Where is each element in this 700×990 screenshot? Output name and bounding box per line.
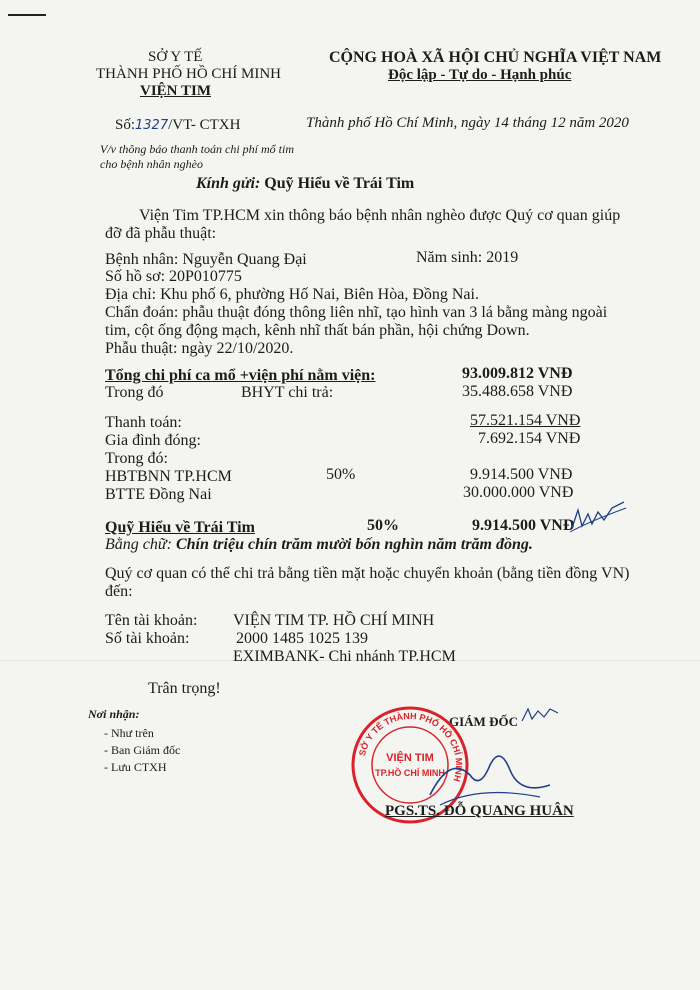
patient-diagnosis-2: tim, cột ống động mạch, kênh nhĩ thất bán phần, hội chứng Down. xyxy=(105,322,530,339)
patient-file-number: Số hồ sơ: 20P010775 xyxy=(105,268,242,285)
btte-label: BTTE Đồng Nai xyxy=(105,486,212,503)
initials-signature xyxy=(568,498,628,538)
recipient-item: - Lưu CTXH xyxy=(104,760,167,774)
words-value: Chín triệu chín trăm mười bốn nghìn năm trăm đồng. xyxy=(175,536,533,553)
bhyt-value: 35.488.658 VNĐ xyxy=(462,383,573,400)
stamp-center-line-2: TP.HỒ CHÍ MINH xyxy=(375,768,445,778)
header-motto: Độc lập - Tự do - Hạnh phúc xyxy=(388,67,572,83)
total-cost-value: 93.009.812 VNĐ xyxy=(462,365,573,382)
family-label: Gia đình đóng: xyxy=(105,432,201,449)
btte-value: 30.000.000 VNĐ xyxy=(463,484,574,501)
account-name-label: Tên tài khoản: xyxy=(105,612,198,629)
salutation-recipient: Quỹ Hiểu về Trái Tim xyxy=(264,175,415,192)
director-title: GIÁM ĐỐC xyxy=(449,714,518,729)
reference-number xyxy=(115,117,240,134)
patient-surgery-date: Phẫu thuật: ngày 22/10/2020. xyxy=(105,340,294,357)
patient-diagnosis-1: Chẩn đoán: phẫu thuật đóng thông liên nhĩ, tạo hình van 3 lá bằng màng ngoài xyxy=(105,304,608,321)
words-label: Bằng chữ: xyxy=(105,536,172,553)
recipients-title: Nơi nhận: xyxy=(88,707,140,721)
header-country: CỘNG HOÀ XÃ HỘI CHỦ NGHĨA VIỆT NAM xyxy=(329,49,662,66)
account-name-value: VIỆN TIM TP. HỒ CHÍ MINH xyxy=(233,612,435,629)
reference-suffix: /VT- CTXH xyxy=(168,117,241,133)
fund-label: Quỹ Hiểu về Trái Tim xyxy=(105,519,255,536)
director-initials xyxy=(520,703,560,727)
stamp-ring-text: SỞ Y TẾ THÀNH PHỐ HỒ CHÍ MINH xyxy=(356,710,465,783)
header-institute: VIỆN TIM xyxy=(140,83,211,99)
recipient-item: - Như trên xyxy=(104,726,154,740)
header-city: THÀNH PHỐ HỒ CHÍ MINH xyxy=(96,66,281,82)
hbtbnn-percent: 50% xyxy=(326,466,356,483)
bhyt-label: BHYT chi trả: xyxy=(241,384,334,401)
hbtbnn-label: HBTBNN TP.HCM xyxy=(105,468,232,485)
account-number-label: Số tài khoản: xyxy=(105,630,190,647)
payment-value: 57.521.154 VNĐ xyxy=(470,412,581,429)
fund-percent: 50% xyxy=(367,517,399,534)
header-department: SỞ Y TẾ xyxy=(148,49,203,65)
payment-label: Thanh toán: xyxy=(105,414,182,431)
in-which-label: Trong đó xyxy=(105,384,164,401)
patient-name: Bệnh nhân: Nguyễn Quang Đại xyxy=(105,251,307,268)
bank-name: EXIMBANK- Chi nhánh TP.HCM xyxy=(233,648,456,665)
intro-line-1: Viện Tim TP.HCM xin thông báo bệnh nhân nghèo được Quý cơ quan giúp xyxy=(139,207,621,224)
hbtbnn-value: 9.914.500 VNĐ xyxy=(470,466,573,483)
payment-info-line-2: đến: xyxy=(105,583,133,600)
date-line: Thành phố Hồ Chí Minh, ngày 14 tháng 12 năm 2020 xyxy=(306,115,629,131)
amount-in-words xyxy=(105,536,533,554)
fund-value: 9.914.500 VNĐ xyxy=(472,517,575,534)
recipient-item: - Ban Giám đốc xyxy=(104,743,181,757)
payment-info-line-1: Quý cơ quan có thể chi trả bằng tiền mặt hoặc chuyển khoản (bằng tiền đồng VN) xyxy=(105,565,630,582)
stamp-center-line-1: VIỆN TIM xyxy=(386,752,434,764)
in-which-2-label: Trong đó: xyxy=(105,450,168,467)
scan-mark xyxy=(8,14,46,16)
intro-line-2: đỡ đã phẫu thuật: xyxy=(105,225,217,242)
account-number-value: 2000 1485 1025 139 xyxy=(236,630,368,647)
subject-line-1: V/v thông báo thanh toán chi phí mổ tim xyxy=(100,142,294,156)
reference-prefix: Số: xyxy=(115,117,136,133)
family-value: 7.692.154 VNĐ xyxy=(478,430,581,447)
director-name: PGS.TS. ĐỖ QUANG HUÂN xyxy=(385,803,574,819)
subject-line-2: cho bệnh nhân nghèo xyxy=(100,157,203,171)
salutation xyxy=(196,175,414,193)
salutation-label: Kính gửi: xyxy=(196,175,261,192)
patient-birth-year: Năm sinh: 2019 xyxy=(416,249,519,266)
handwritten-number: 1327 xyxy=(135,118,169,133)
patient-address: Địa chỉ: Khu phố 6, phường Hố Nai, Biên Hòa, Đồng Nai. xyxy=(105,286,479,303)
closing: Trân trọng! xyxy=(148,680,221,697)
total-cost-label: Tổng chi phí ca mổ +viện phí nằm viện: xyxy=(105,367,376,384)
